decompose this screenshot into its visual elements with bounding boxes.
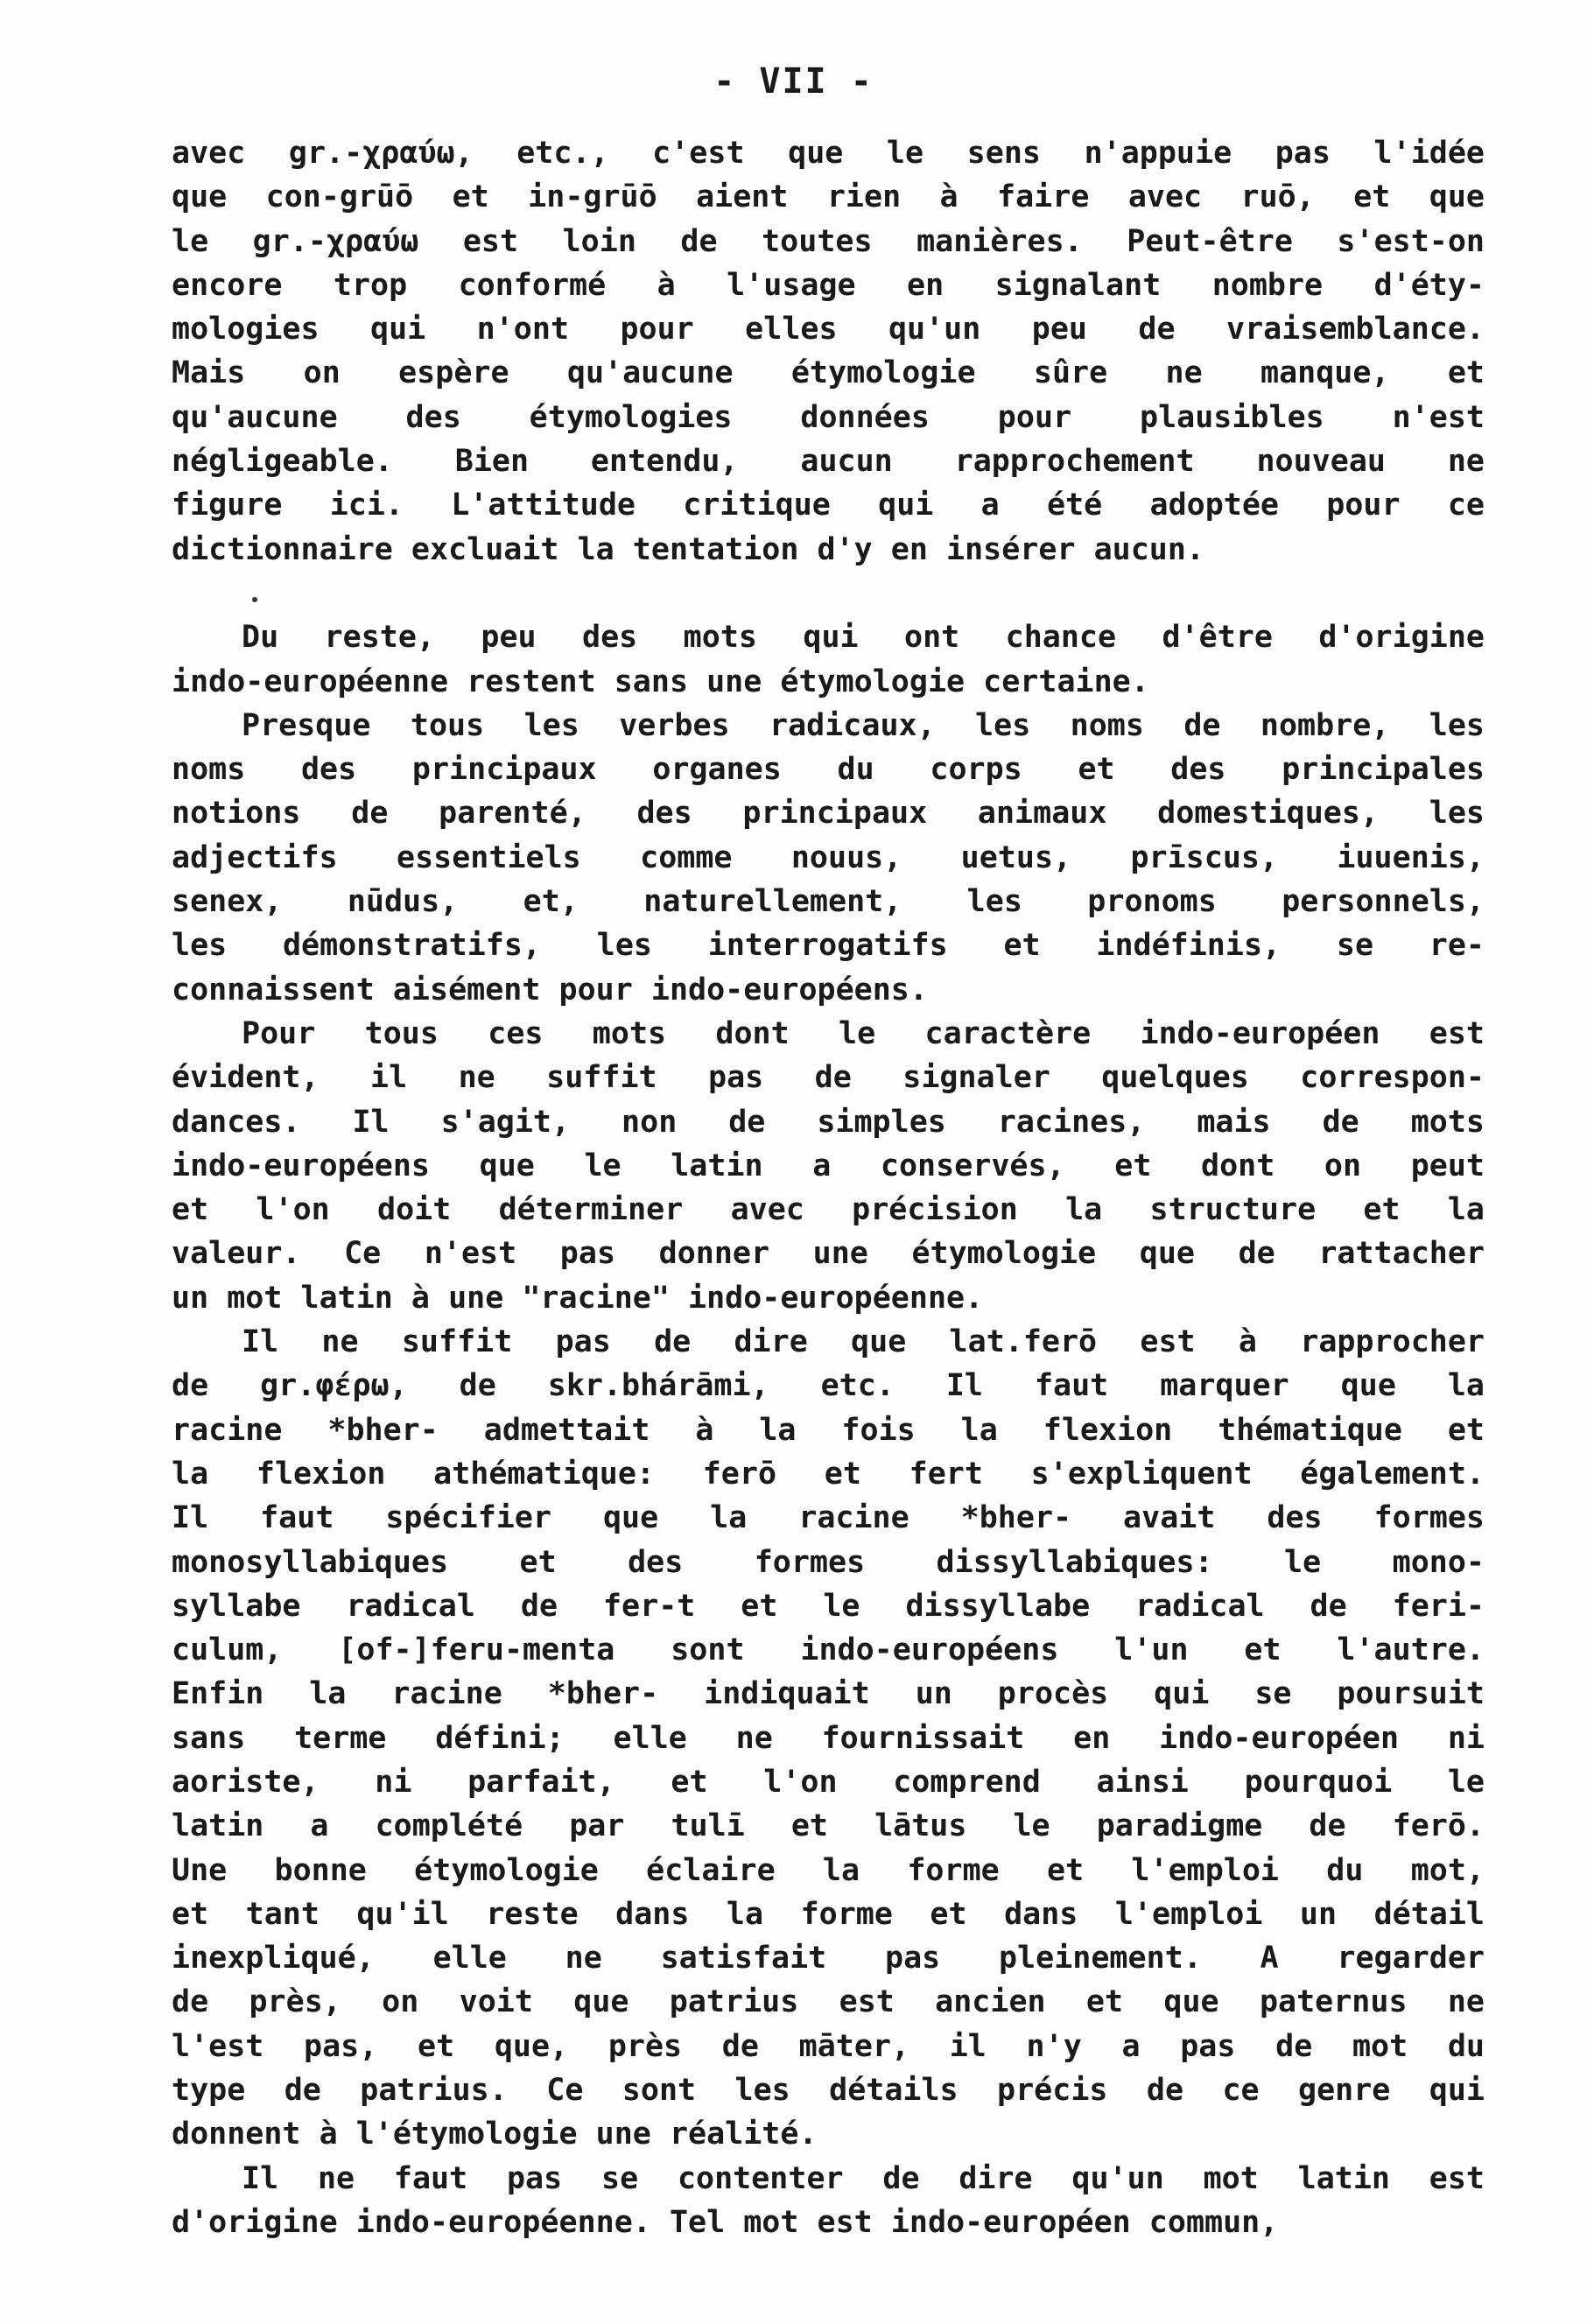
text-line: avec gr.-χραύω, etc., c'est que le sens n'appuie pas l'idée	[172, 136, 1485, 171]
text-line: les démonstratifs, les interrogatifs et indéfinis, se re-	[172, 928, 1485, 964]
text-line: encore trop conformé à l'usage en signalant nombre d'éty-	[172, 267, 1485, 303]
text-line: Il ne faut pas se contenter de dire qu'un mot latin est	[242, 2160, 1485, 2196]
text-line: type de patrius. Ce sont les détails précis de ce genre qui	[172, 2073, 1485, 2109]
print-speck	[252, 597, 257, 602]
paragraph-2	[172, 615, 1485, 704]
paragraph-gap	[172, 572, 1485, 615]
text-line: l'est pas, et que, près de māter, il n'y a pas de mot du	[172, 2028, 1485, 2064]
text-line: connaissent aisément pour indo-européens.	[172, 972, 928, 1008]
text-line: d'origine indo-européenne. Tel mot est indo-européen commun,	[172, 2204, 1279, 2240]
text-line: la flexion athématique: ferō et fert s'expliquent également.	[172, 1456, 1485, 1492]
text-line: racine *bher- admettait à la fois la flexion thématique et	[172, 1412, 1485, 1448]
text-line: Du reste, peu des mots qui ont chance d'être d'origine	[242, 620, 1485, 656]
text-line: évident, il ne suffit pas de signaler quelques correspon-	[172, 1060, 1485, 1096]
text-line: Une bonne étymologie éclaire la forme et l'emploi du mot,	[172, 1852, 1485, 1888]
paragraph-6	[172, 2157, 1485, 2245]
text-line: Pour tous ces mots dont le caractère indo-européen est	[242, 1015, 1485, 1051]
text-line: un mot latin à une "racine" indo-européenne.	[172, 1280, 984, 1316]
text-line: de gr.φέρω, de skr.bhárāmi, etc. Il faut marquer que la	[172, 1368, 1485, 1404]
text-line: aoriste, ni parfait, et l'on comprend ainsi pourquoi le	[172, 1764, 1485, 1800]
text-line: Presque tous les verbes radicaux, les noms de nombre, les	[242, 707, 1485, 743]
text-line: Il faut spécifier que la racine *bher- avait des formes	[172, 1500, 1485, 1536]
text-line: figure ici. L'attitude critique qui a été adoptée pour ce	[172, 488, 1485, 523]
page-number: - VII -	[713, 61, 874, 102]
text-line: notions de parenté, des principaux animaux domestiques, les	[172, 796, 1485, 832]
text-line: dictionnaire excluait la tentation d'y en insérer aucun.	[172, 531, 1205, 567]
text-line: et tant qu'il reste dans la forme et dans l'emploi un détail	[172, 1896, 1485, 1932]
text-line: senex, nūdus, et, naturellement, les pronoms personnels,	[172, 884, 1485, 920]
text-line: inexpliqué, elle ne satisfait pas pleinement. A regarder	[172, 1941, 1485, 1976]
text-line: Mais on espère qu'aucune étymologie sûre ne manque, et	[172, 355, 1485, 391]
text-line: le gr.-χραύω est loin de toutes manières. Peut-être s'est-on	[172, 223, 1485, 259]
text-line: donnent à l'étymologie une réalité.	[172, 2117, 818, 2152]
text-line: dances. Il s'agit, non de simples racines, mais de mots	[172, 1104, 1485, 1140]
text-line: et l'on doit déterminer avec précision la structure et la	[172, 1192, 1485, 1228]
text-line: sans terme défini; elle ne fournissait en indo-européen ni	[172, 1720, 1485, 1756]
paragraph-5	[172, 1320, 1485, 2157]
text-line: Enfin la racine *bher- indiquait un procès qui se poursuit	[172, 1676, 1485, 1712]
text-line: Il ne suffit pas de dire que lat.ferō est à rapprocher	[242, 1324, 1485, 1360]
body-text	[172, 131, 1485, 2244]
text-line: culum, [of-]feru-menta sont indo-européens l'un et l'autre.	[172, 1632, 1485, 1668]
paragraph-1	[172, 131, 1485, 572]
text-line: monosyllabiques et des formes dissyllabiques: le mono-	[172, 1544, 1485, 1580]
text-line: de près, on voit que patrius est ancien et que paternus ne	[172, 1984, 1485, 2020]
text-line: noms des principaux organes du corps et des principales	[172, 752, 1485, 788]
text-line: syllabe radical de fer-t et le dissyllabe radical de feri-	[172, 1588, 1485, 1624]
paragraph-4	[172, 1012, 1485, 1320]
text-line: qu'aucune des étymologies données pour plausibles n'est	[172, 399, 1485, 435]
text-line: que con-grūō et in-grūō aient rien à faire avec ruō, et que	[172, 179, 1485, 215]
text-line: valeur. Ce n'est pas donner une étymologie que de rattacher	[172, 1236, 1485, 1272]
text-line: adjectifs essentiels comme nouus, uetus, prīscus, iuuenis,	[172, 839, 1485, 875]
text-line: indo-européenne restent sans une étymologie certaine.	[172, 663, 1149, 699]
text-line: négligeable. Bien entendu, aucun rapprochement nouveau ne	[172, 444, 1485, 480]
text-line: mologies qui n'ont pour elles qu'un peu de vraisemblance.	[172, 312, 1485, 348]
paragraph-3	[172, 704, 1485, 1012]
text-line: latin a complété par tulī et lātus le paradigme de ferō.	[172, 1808, 1485, 1844]
text-line: indo-européens que le latin a conservés, et dont on peut	[172, 1148, 1485, 1183]
